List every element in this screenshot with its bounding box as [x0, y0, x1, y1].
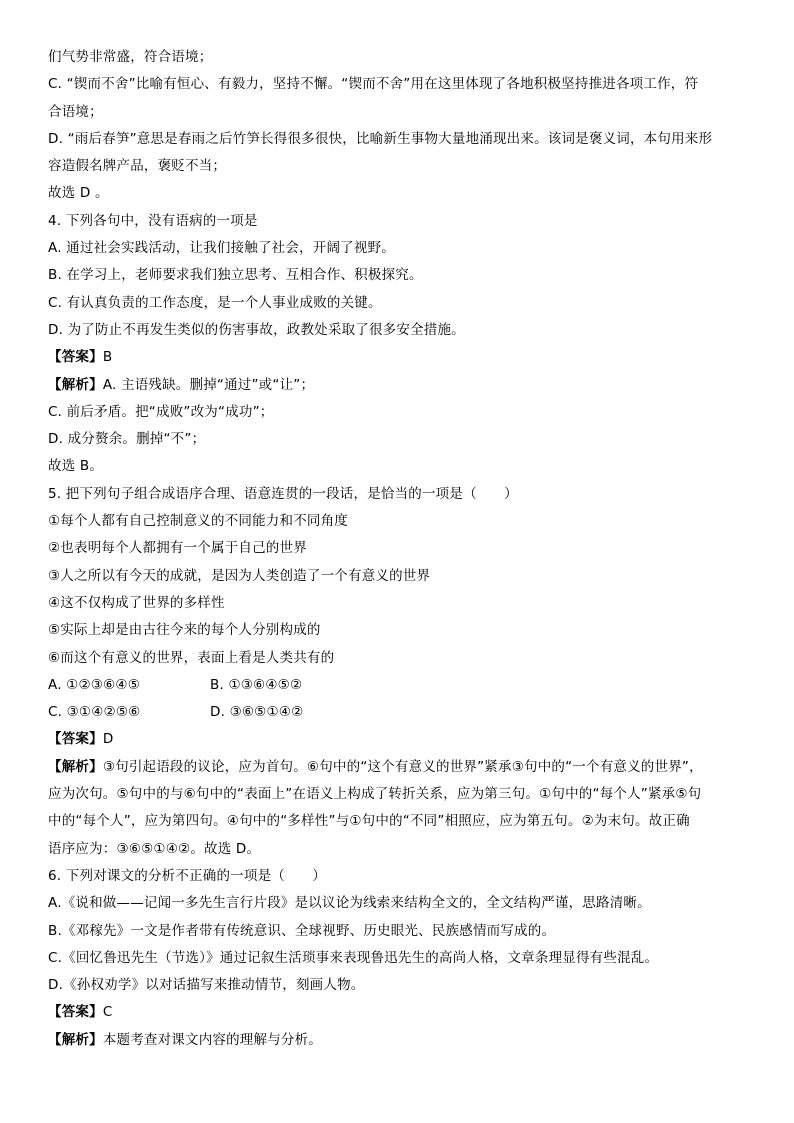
q4-analysis-line: C. 前后矛盾。把“成败”改为“成功”； [48, 403, 274, 420]
q6-option-a: A.《说和做——记闻一多先生言行片段》是以议论为线索来结构全文的，全文结构严谨，思路清晰。 [48, 895, 651, 912]
q6-option-b: B.《邓稼先》一文是作者带有传统意识、全球视野、历史眼光、民族感情而写成的。 [48, 922, 556, 939]
q3-text-line: 合语境； [48, 103, 103, 120]
q5-answer [48, 726, 748, 753]
q5-sentence-3: ③人之所以有今天的成就，是因为人类创造了一个有意义的世界 [48, 567, 431, 584]
q6-option-d: D.《孙权劝学》以对话描写来推动情节，刻画人物。 [48, 977, 365, 994]
answer-value: B [102, 349, 113, 366]
q5-options-row-1 [48, 672, 748, 699]
q5-option-c: C. ③①④②⑤⑥ [48, 704, 141, 721]
q5-analysis-line: 语序应为：③⑥⑤①④②。故选 D。 [48, 840, 261, 857]
q4-analysis-line: D. 成分赘余。删掉“不”； [48, 431, 206, 448]
answer-tag: 【答案】 [48, 731, 103, 748]
q5-sentence-1: ①每个人都有自己控制意义的不同能力和不同角度 [48, 513, 349, 530]
q5-option-b: B. ①③⑥④⑤② [210, 676, 303, 693]
q5-analysis [48, 754, 748, 781]
q5-option-a: A. ①②③⑥④⑤ [48, 676, 140, 693]
q4-option-c: C. 有认真负责的工作态度，是一个人事业成败的关键。 [48, 294, 382, 311]
q4-stem: 4. 下列各句中，没有语病的一项是 [48, 212, 258, 229]
q4-conclusion: 故选 B。 [48, 458, 104, 475]
q6-answer [48, 999, 748, 1026]
q5-option-d: D. ③⑥⑤①④② [210, 704, 304, 721]
answer-value: D [102, 731, 114, 748]
answer-tag: 【答案】 [48, 349, 103, 366]
answer-tag: 【答案】 [48, 1004, 103, 1021]
q5-analysis-line: 中的“每个人”，应为第四句。④句中的“多样性”与①句中的“不同”相照应，应为第五句。②为末句。故正确 [48, 813, 690, 830]
q6-analysis [48, 1027, 748, 1054]
analysis-tag: 【解析】 [48, 758, 103, 775]
analysis-tag: 【解析】 [48, 376, 103, 393]
analysis-tag: 【解析】 [48, 1031, 103, 1048]
analysis-text: A. 主语残缺。删掉“通过”或“让”； [102, 376, 315, 393]
q3-option-d-analysis: D. “雨后春笋”意思是春雨之后竹笋长得很多很快，比喻新生事物大量地涌现出来。该词是褒义词，本句用来形 [48, 130, 713, 147]
q4-answer [48, 344, 748, 371]
q3-text-line: 们气势非常盛，符合语境； [48, 49, 213, 65]
q4-option-d: D. 为了防止不再发生类似的伤害事故，政教处采取了很多安全措施。 [48, 321, 465, 338]
analysis-text: ③句引起语段的议论，应为首句。⑥句中的“这个有意义的世界”紧承③句中的“一个有意义的世界”， [102, 758, 703, 775]
q4-option-b: B. 在学习上，老师要求我们独立思考、互相合作、积极探究。 [48, 267, 423, 284]
q5-sentence-5: ⑤实际上却是由古往今来的每个人分别构成的 [48, 622, 321, 639]
q4-option-a: A. 通过社会实践活动，让我们接触了社会，开阔了视野。 [48, 240, 395, 257]
q5-stem: 5. 把下列句子组合成语序合理、语意连贯的一段话，是恰当的一项是（ ） [48, 485, 518, 502]
document-body [48, 44, 748, 1054]
q6-stem: 6. 下列对课文的分析不正确的一项是（ ） [48, 867, 327, 884]
q4-analysis [48, 372, 748, 399]
q5-sentence-6: ⑥而这个有意义的世界，表面上看是人类共有的 [48, 649, 335, 666]
analysis-text: 本题考查对课文内容的理解与分析。 [102, 1031, 323, 1048]
q3-option-c-analysis: C. “锲而不舍”比喻有恒心、有毅力，坚持不懈。“锲而不舍”用在这里体现了各地积极坚持推进各项工作，符 [48, 76, 699, 93]
q5-sentence-2: ②也表明每个人都拥有一个属于自己的世界 [48, 540, 307, 557]
q5-options-row-2 [48, 699, 748, 726]
q6-option-c: C.《回忆鲁迅先生（节选）》通过记叙生活琐事来表现鲁迅先生的高尚人格，文章条理显得有些混乱。 [48, 949, 659, 966]
q5-sentence-4: ④这不仅构成了世界的多样性 [48, 594, 225, 611]
q3-text-line: 容造假名牌产品，褒贬不当； [48, 158, 227, 175]
q3-conclusion: 故选 D 。 [48, 185, 109, 202]
q5-analysis-line: 应为次句。⑤句中的与⑥句中的“表面上”在语义上构成了转折关系，应为第三句。①句中的“每个人”紧承⑤句 [48, 786, 702, 803]
answer-value: C [102, 1004, 113, 1021]
